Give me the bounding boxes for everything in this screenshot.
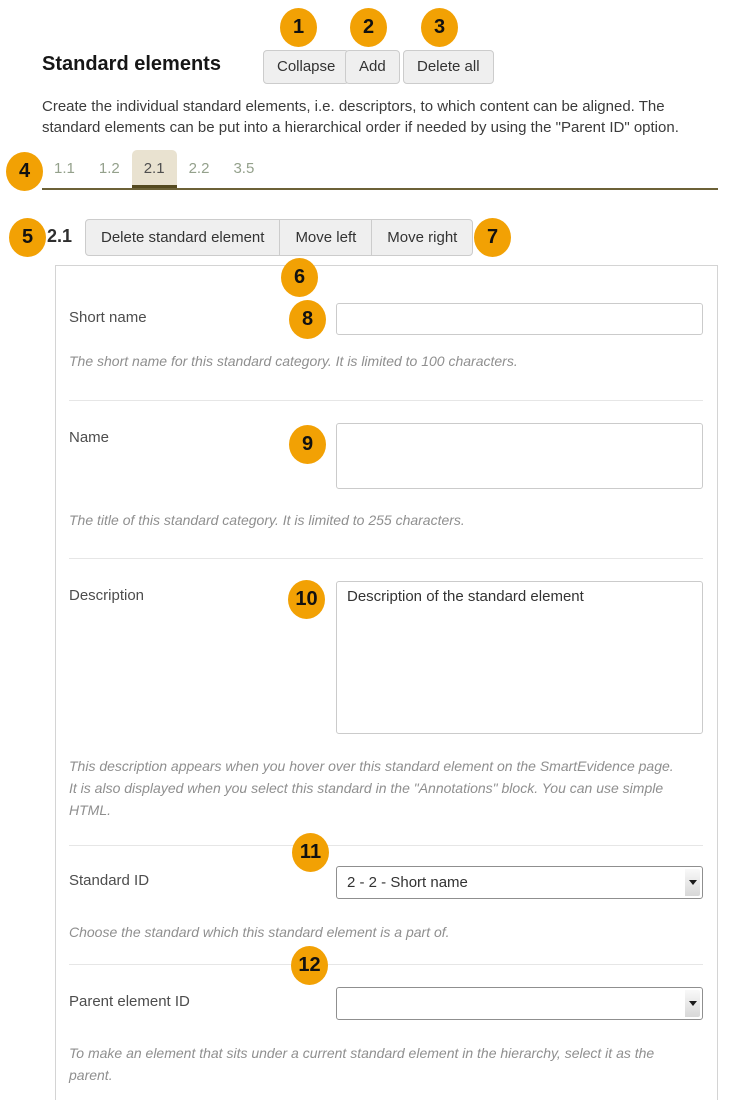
callout-3: 3: [421, 8, 458, 47]
intro-text: Create the individual standard elements, i.e. descriptors, to which content can be aligned. The standard elements can be put into a hierarchical order if needed by using the "Parent ID" option.: [42, 98, 679, 136]
short-name-input[interactable]: [336, 303, 703, 335]
callout-4: 4: [6, 152, 43, 191]
callout-9: 9: [289, 425, 326, 464]
description-label: Description: [69, 587, 145, 604]
standard-id-label: Standard ID: [69, 872, 150, 889]
add-button[interactable]: Add: [345, 50, 400, 84]
standard-element-tabs: [42, 150, 718, 190]
callout-7: 7: [474, 218, 511, 257]
collapse-button[interactable]: Collapse: [263, 50, 349, 84]
description-help: This description appears when you hover over this standard element on the SmartEvidence page. It is also displayed when you select this standard in the "Annotations" block. You can use simple HTML.: [69, 758, 674, 818]
section-title: 2.1: [47, 226, 73, 246]
callout-8: 8: [289, 300, 326, 339]
short-name-help: The short name for this standard category. It is limited to 100 characters.: [69, 353, 518, 369]
tab-1-2[interactable]: 1.2: [98, 160, 120, 177]
standard-element-form: [55, 265, 718, 1100]
tab-2-1[interactable]: 2.1: [132, 150, 177, 188]
standard-id-row: [69, 866, 703, 899]
row-divider: [69, 964, 703, 965]
move-right-button[interactable]: Move right: [371, 219, 473, 256]
row-divider: [69, 558, 703, 559]
row-divider: [69, 400, 703, 401]
row-divider: [69, 845, 703, 846]
parent-element-id-select[interactable]: [336, 987, 703, 1020]
standard-id-select[interactable]: [336, 866, 703, 899]
short-name-label: Short name: [69, 309, 147, 326]
tab-1-1[interactable]: 1.1: [54, 160, 75, 177]
parent-element-id-help: To make an element that sits under a current standard element in the hierarchy, select it as the parent.: [69, 1045, 655, 1083]
callout-6: 6: [281, 258, 318, 297]
delete-standard-element-button[interactable]: Delete standard element: [85, 219, 280, 256]
move-left-button[interactable]: Move left: [279, 219, 372, 256]
description-row: [69, 581, 703, 739]
description-textarea[interactable]: [336, 581, 703, 734]
parent-element-id-row: [69, 987, 703, 1020]
callout-1: 1: [280, 8, 317, 47]
callout-10: 10: [288, 580, 325, 619]
tab-2-2[interactable]: 2.2: [188, 160, 210, 177]
callout-12: 12: [291, 946, 328, 985]
short-name-row: [69, 303, 703, 335]
parent-element-id-label: Parent element ID: [69, 993, 190, 1010]
dropdown-arrow-icon: [685, 990, 700, 1017]
callout-11: 11: [292, 833, 329, 872]
name-textarea[interactable]: [336, 423, 703, 489]
name-label: Name: [69, 429, 110, 446]
standard-id-selected-value: 2 - 2 - Short name: [347, 874, 468, 891]
page-title: Standard elements: [42, 53, 221, 75]
element-actions-group: [85, 219, 473, 256]
standard-id-help: Choose the standard which this standard element is a part of.: [69, 924, 450, 940]
callout-2: 2: [350, 8, 387, 47]
dropdown-arrow-icon: [685, 869, 700, 896]
name-help: The title of this standard category. It is limited to 255 characters.: [69, 512, 465, 528]
name-row: [69, 423, 703, 494]
delete-all-button[interactable]: Delete all: [403, 50, 494, 84]
callout-5: 5: [9, 218, 46, 257]
tab-3-5[interactable]: 3.5: [233, 160, 255, 177]
